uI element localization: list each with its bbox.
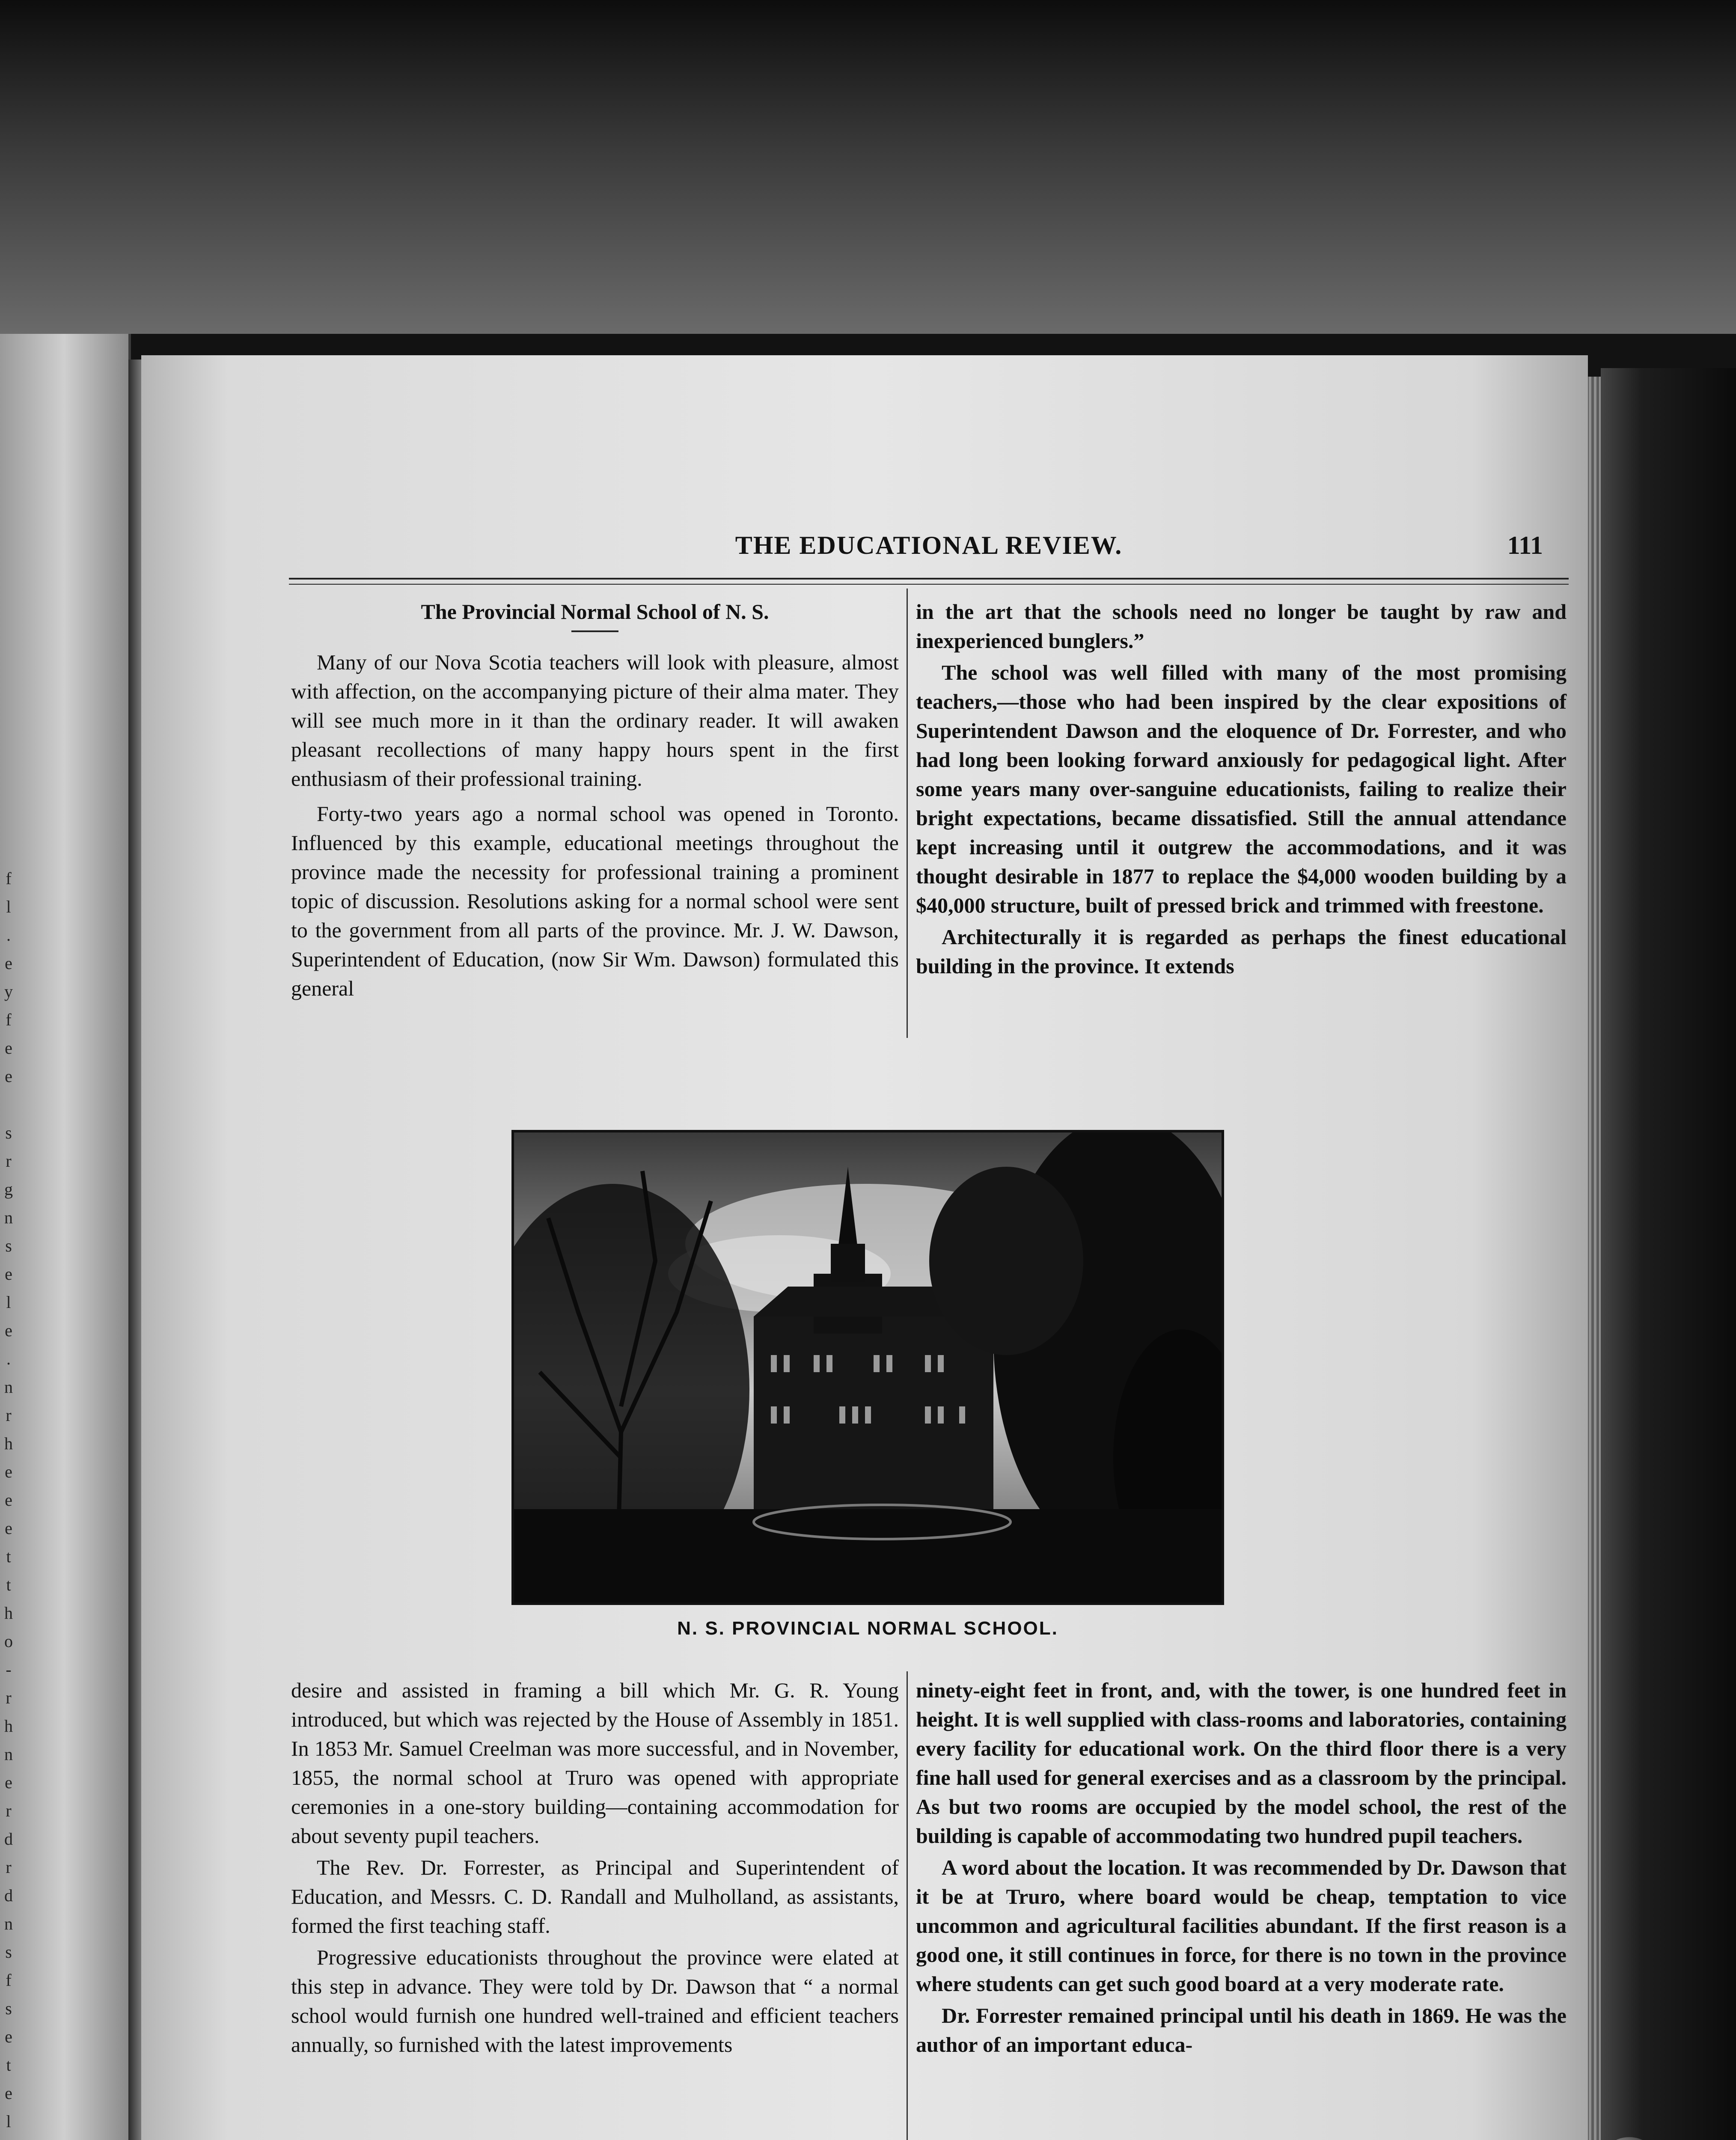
column-bottom-right (916, 1676, 1567, 2059)
paragraph: Architecturally it is regarded as perhaps the finest educational building in the province. It extends (916, 925, 1567, 978)
paragraph: Forty-two years ago a normal school was opened in Toronto. Influenced by this example, educational meetings throughout the province made the necessity for professional training a prominent topic of discussion. Resolutions asking for a normal school were sent to the government from all parts of the province. Mr. J. W. Dawson, Superintendent of Education, (now Sir Wm. Dawson) formulated this general (291, 802, 899, 1000)
scan-background-right (1601, 368, 1736, 2140)
scan-background-top (0, 0, 1736, 334)
title-rule (571, 630, 618, 632)
paragraph: Dr. Forrester remained principal until his death in 1869. He was the author of an important educa- (916, 2003, 1567, 2057)
paragraph: Progressive educationists throughout the province were elated at this step in advance. They were told by Dr. Dawson that “ a normal school would furnish one hundred well-trained and efficient teachers annually, so furnished with the latest improvements (291, 1945, 899, 2057)
paragraph: ninety-eight feet in front, and, with the tower, is one hundred feet in height. It is well supplied with class-rooms and laboratories, containing every facility for educational work. On the third floor there is a very fine hall used for general exercises and as a classroom by the principal. As but two rooms are occupied by the model school, the rest of the building is capable of accommodating two hundred pupil teachers. (916, 1678, 1567, 1848)
column-bottom-left (291, 1676, 899, 2059)
book-gutter (128, 360, 141, 2140)
paragraph: Many of our Nova Scotia teachers will look with pleasure, almost with affection, on the accompanying picture of their alma mater. They will see much more in it than the ordinary reader. It will awaken pleasant recollections of many happy hours spent in the first enthusiasm of their professional training. (291, 650, 899, 791)
normal-school-photograph (511, 1130, 1224, 1605)
paragraph: A word about the location. It was recommended by Dr. Dawson that it be at Truro, where board would be cheap, temptation to vice uncommon and agricultural facilities abundant. If the first reason is a good one, it still continues in force, for there is no town in the province where students can get such good board at a very moderate rate. (916, 1855, 1567, 1996)
header-rule-thin (289, 584, 1569, 585)
journal-title: THE EDUCATIONAL REVIEW. (735, 531, 1123, 559)
illustration-caption: N. S. PROVINCIAL NORMAL SCHOOL. (677, 1618, 1058, 1639)
column-top-right (916, 597, 1567, 981)
facing-page-text-fragments: f l . e y f e e s r g n s e l e . n r h e e e t t h o - r h n e r d r d n s f s e t e l (4, 869, 13, 2131)
column-divider-bottom (907, 1671, 908, 2140)
column-divider-top (907, 588, 908, 1038)
column-top-left (291, 597, 899, 1003)
running-header (289, 531, 1569, 569)
paragraph: The Rev. Dr. Forrester, as Principal and Superintendent of Education, and Messrs. C. D. Randall and Mulholland, as assistants, formed the first teaching staff. (291, 1855, 899, 1938)
paragraph: in the art that the schools need no longer be taught by raw and inexperienced bunglers.” (916, 600, 1567, 653)
paragraph: desire and assisted in framing a bill which Mr. G. R. Young introduced, but which was rejected by the House of Assembly in 1851. In 1853 Mr. Samuel Creelman was more successful, and in November, 1855, the normal school at Truro was opened with appropriate ceremonies in a one-story building—containing accommodation for about seventy pupil teachers. (291, 1678, 899, 1848)
page-number: 111 (1507, 531, 1543, 559)
document-page (141, 355, 1588, 2140)
facing-page (0, 334, 131, 2140)
article-title: The Provincial Normal School of N. S. (421, 600, 769, 624)
header-rule (289, 578, 1569, 580)
paragraph: The school was well filled with many of the most promising teachers,—those who had been inspired by the clear expositions of Superintendent Dawson and the eloquence of Dr. Forrester, and who had long been looking forward anxiously for pedagogical light. After some years many over-sanguine educationists, failing to realize their bright expectations, became dissatisfied. Still the annual attendance kept increasing until it outgrew the accommodations, and it was thought desirable in 1877 to replace the $4,000 wooden building by a $40,000 structure, built of pressed brick and trimmed with freestone. (916, 660, 1567, 917)
